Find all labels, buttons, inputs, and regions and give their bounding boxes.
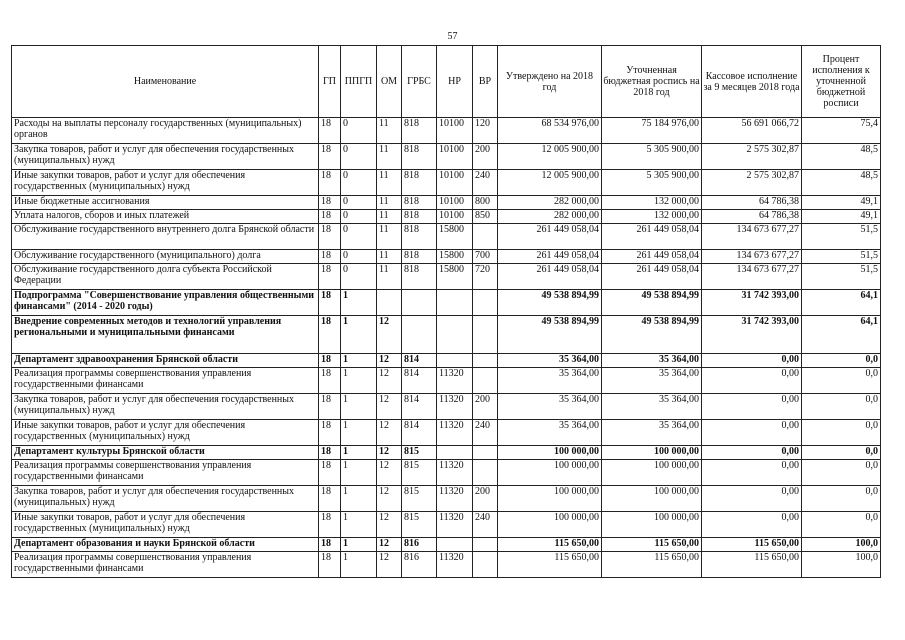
cell-vr: [473, 446, 498, 460]
cell-grbs: 815: [402, 460, 437, 486]
cell-name: Реализация программы совершенствования управления государственными финансами: [12, 460, 319, 486]
cell-percent: 49,1: [802, 196, 881, 210]
cell-name: Обслуживание государственного долга субъекта Российской Федерации: [12, 264, 319, 290]
cell-refined: 100 000,00: [602, 446, 702, 460]
cell-approved: 261 449 058,04: [498, 264, 602, 290]
cell-ppgp: 0: [341, 144, 377, 170]
cell-percent: 75,4: [802, 118, 881, 144]
table-row: [12, 512, 881, 538]
cell-percent: 0,0: [802, 368, 881, 394]
cell-approved: 100 000,00: [498, 460, 602, 486]
cell-np: 11320: [437, 394, 473, 420]
cell-grbs: [402, 290, 437, 316]
cell-np: 10100: [437, 118, 473, 144]
cell-cash: 31 742 393,00: [702, 316, 802, 354]
cell-om: 12: [377, 368, 402, 394]
cell-vr: [473, 354, 498, 368]
table-row: [12, 316, 881, 354]
cell-percent: 0,0: [802, 446, 881, 460]
cell-vr: 720: [473, 264, 498, 290]
cell-np: [437, 446, 473, 460]
cell-percent: 64,1: [802, 290, 881, 316]
cell-approved: 49 538 894,99: [498, 316, 602, 354]
header-name: Наименование: [12, 46, 319, 118]
cell-np: 10100: [437, 196, 473, 210]
cell-gp: 18: [319, 446, 341, 460]
cell-name: Обслуживание государственного (муниципального) долга: [12, 250, 319, 264]
cell-grbs: 818: [402, 144, 437, 170]
cell-om: 11: [377, 224, 402, 250]
header-approved: Утверждено на 2018 год: [498, 46, 602, 118]
cell-gp: 18: [319, 552, 341, 578]
cell-percent: 0,0: [802, 460, 881, 486]
cell-ppgp: 1: [341, 316, 377, 354]
cell-cash: 0,00: [702, 512, 802, 538]
cell-om: 11: [377, 170, 402, 196]
cell-np: 11320: [437, 486, 473, 512]
table-row: [12, 170, 881, 196]
cell-gp: 18: [319, 460, 341, 486]
cell-gp: 18: [319, 316, 341, 354]
cell-gp: 18: [319, 144, 341, 170]
table-row: [12, 420, 881, 446]
cell-vr: 120: [473, 118, 498, 144]
cell-grbs: 815: [402, 486, 437, 512]
cell-name: Уплата налогов, сборов и иных платежей: [12, 210, 319, 224]
header-np: НР: [437, 46, 473, 118]
table-row: [12, 224, 881, 250]
cell-grbs: 818: [402, 210, 437, 224]
cell-gp: 18: [319, 196, 341, 210]
cell-ppgp: 1: [341, 290, 377, 316]
table-row: [12, 368, 881, 394]
cell-name: Подпрограмма "Совершенствование управления общественными финансами" (2014 - 2020 годы): [12, 290, 319, 316]
cell-gp: 18: [319, 264, 341, 290]
cell-om: 12: [377, 420, 402, 446]
cell-gp: 18: [319, 538, 341, 552]
cell-cash: 0,00: [702, 368, 802, 394]
cell-cash: 0,00: [702, 486, 802, 512]
cell-vr: [473, 224, 498, 250]
cell-np: [437, 354, 473, 368]
cell-ppgp: 1: [341, 486, 377, 512]
cell-refined: 5 305 900,00: [602, 170, 702, 196]
cell-vr: 240: [473, 512, 498, 538]
cell-refined: 115 650,00: [602, 538, 702, 552]
cell-vr: [473, 290, 498, 316]
cell-refined: 35 364,00: [602, 420, 702, 446]
cell-om: 12: [377, 538, 402, 552]
cell-percent: 48,5: [802, 170, 881, 196]
cell-om: 12: [377, 486, 402, 512]
cell-ppgp: 0: [341, 118, 377, 144]
cell-om: 12: [377, 552, 402, 578]
cell-refined: 261 449 058,04: [602, 224, 702, 250]
cell-approved: 282 000,00: [498, 210, 602, 224]
cell-refined: 261 449 058,04: [602, 264, 702, 290]
cell-cash: 56 691 066,72: [702, 118, 802, 144]
cell-gp: 18: [319, 368, 341, 394]
cell-percent: 0,0: [802, 512, 881, 538]
cell-om: 11: [377, 118, 402, 144]
cell-cash: 0,00: [702, 420, 802, 446]
cell-om: 12: [377, 316, 402, 354]
cell-refined: 261 449 058,04: [602, 250, 702, 264]
cell-grbs: 818: [402, 264, 437, 290]
cell-ppgp: 0: [341, 210, 377, 224]
header-vr: ВР: [473, 46, 498, 118]
cell-vr: 700: [473, 250, 498, 264]
cell-refined: 49 538 894,99: [602, 316, 702, 354]
cell-name: Департамент культуры Брянской области: [12, 446, 319, 460]
cell-cash: 2 575 302,87: [702, 170, 802, 196]
header-percent: Процент исполнения к уточненной бюджетной росписи: [802, 46, 881, 118]
cell-percent: 51,5: [802, 264, 881, 290]
cell-percent: 48,5: [802, 144, 881, 170]
cell-vr: 800: [473, 196, 498, 210]
cell-approved: 35 364,00: [498, 368, 602, 394]
cell-om: 12: [377, 512, 402, 538]
cell-percent: 100,0: [802, 552, 881, 578]
table-row: [12, 460, 881, 486]
cell-gp: 18: [319, 210, 341, 224]
cell-cash: 134 673 677,27: [702, 250, 802, 264]
cell-name: Обслуживание государственного внутреннего долга Брянской области: [12, 224, 319, 250]
cell-percent: 51,5: [802, 224, 881, 250]
cell-cash: 0,00: [702, 446, 802, 460]
header-om: ОМ: [377, 46, 402, 118]
table-header-row: [12, 46, 881, 118]
cell-approved: 115 650,00: [498, 538, 602, 552]
table-row: [12, 144, 881, 170]
cell-gp: 18: [319, 250, 341, 264]
cell-gp: 18: [319, 290, 341, 316]
cell-percent: 0,0: [802, 394, 881, 420]
cell-vr: 200: [473, 144, 498, 170]
cell-grbs: 814: [402, 354, 437, 368]
cell-np: 11320: [437, 552, 473, 578]
header-grbs: ГРБС: [402, 46, 437, 118]
cell-cash: 0,00: [702, 354, 802, 368]
cell-cash: 134 673 677,27: [702, 264, 802, 290]
cell-np: 10100: [437, 144, 473, 170]
cell-np: 15800: [437, 250, 473, 264]
cell-ppgp: 0: [341, 224, 377, 250]
cell-cash: 31 742 393,00: [702, 290, 802, 316]
cell-om: [377, 290, 402, 316]
cell-grbs: 816: [402, 538, 437, 552]
cell-approved: 49 538 894,99: [498, 290, 602, 316]
cell-gp: 18: [319, 486, 341, 512]
cell-ppgp: 0: [341, 264, 377, 290]
cell-vr: 200: [473, 486, 498, 512]
table-row: [12, 264, 881, 290]
cell-refined: 115 650,00: [602, 552, 702, 578]
cell-grbs: 815: [402, 446, 437, 460]
cell-ppgp: 1: [341, 420, 377, 446]
cell-refined: 35 364,00: [602, 354, 702, 368]
cell-name: Департамент образования и науки Брянской области: [12, 538, 319, 552]
cell-np: 11320: [437, 368, 473, 394]
cell-percent: 0,0: [802, 486, 881, 512]
cell-cash: 0,00: [702, 460, 802, 486]
cell-gp: 18: [319, 394, 341, 420]
cell-np: 11320: [437, 460, 473, 486]
cell-name: Закупка товаров, работ и услуг для обеспечения государственных (муниципальных) нужд: [12, 486, 319, 512]
cell-approved: 100 000,00: [498, 512, 602, 538]
cell-approved: 35 364,00: [498, 354, 602, 368]
table-row: [12, 290, 881, 316]
cell-name: Расходы на выплаты персоналу государственных (муниципальных) органов: [12, 118, 319, 144]
cell-grbs: 818: [402, 118, 437, 144]
cell-percent: 0,0: [802, 420, 881, 446]
cell-name: Департамент здравоохранения Брянской области: [12, 354, 319, 368]
cell-ppgp: 1: [341, 512, 377, 538]
cell-np: [437, 290, 473, 316]
cell-refined: 100 000,00: [602, 486, 702, 512]
cell-grbs: 815: [402, 512, 437, 538]
cell-ppgp: 0: [341, 170, 377, 196]
cell-np: 11320: [437, 420, 473, 446]
table-row: [12, 486, 881, 512]
cell-vr: 240: [473, 170, 498, 196]
cell-gp: 18: [319, 420, 341, 446]
cell-cash: 115 650,00: [702, 552, 802, 578]
page-number: 57: [447, 31, 458, 42]
cell-np: [437, 538, 473, 552]
cell-refined: 5 305 900,00: [602, 144, 702, 170]
cell-grbs: 818: [402, 170, 437, 196]
cell-np: [437, 316, 473, 354]
cell-percent: 64,1: [802, 316, 881, 354]
cell-name: Реализация программы совершенствования управления государственными финансами: [12, 368, 319, 394]
cell-np: 11320: [437, 512, 473, 538]
cell-vr: [473, 460, 498, 486]
cell-cash: 0,00: [702, 394, 802, 420]
cell-cash: 134 673 677,27: [702, 224, 802, 250]
cell-om: 11: [377, 144, 402, 170]
cell-cash: 64 786,38: [702, 196, 802, 210]
cell-ppgp: 1: [341, 354, 377, 368]
table-row: [12, 118, 881, 144]
cell-cash: 115 650,00: [702, 538, 802, 552]
cell-om: 12: [377, 394, 402, 420]
cell-cash: 2 575 302,87: [702, 144, 802, 170]
cell-name: Внедрение современных методов и технологий управления региональными и муниципальными финансами: [12, 316, 319, 354]
cell-grbs: [402, 316, 437, 354]
cell-gp: 18: [319, 224, 341, 250]
cell-approved: 12 005 900,00: [498, 170, 602, 196]
cell-percent: 49,1: [802, 210, 881, 224]
table-row: [12, 538, 881, 552]
cell-ppgp: 1: [341, 460, 377, 486]
table-row: [12, 394, 881, 420]
header-cash: Кассовое исполнение за 9 месяцев 2018 года: [702, 46, 802, 118]
cell-vr: 850: [473, 210, 498, 224]
cell-gp: 18: [319, 170, 341, 196]
cell-grbs: 816: [402, 552, 437, 578]
cell-vr: [473, 316, 498, 354]
cell-approved: 35 364,00: [498, 394, 602, 420]
cell-refined: 100 000,00: [602, 512, 702, 538]
cell-approved: 115 650,00: [498, 552, 602, 578]
cell-grbs: 818: [402, 196, 437, 210]
cell-ppgp: 0: [341, 250, 377, 264]
cell-grbs: 818: [402, 224, 437, 250]
cell-ppgp: 1: [341, 368, 377, 394]
cell-refined: 35 364,00: [602, 394, 702, 420]
cell-cash: 64 786,38: [702, 210, 802, 224]
cell-percent: 100,0: [802, 538, 881, 552]
cell-np: 10100: [437, 170, 473, 196]
table-body: [12, 118, 881, 578]
cell-np: 10100: [437, 210, 473, 224]
cell-name: Реализация программы совершенствования управления государственными финансами: [12, 552, 319, 578]
cell-ppgp: 0: [341, 196, 377, 210]
cell-name: Закупка товаров, работ и услуг для обеспечения государственных (муниципальных) нужд: [12, 144, 319, 170]
header-refined: Уточненная бюджетная роспись на 2018 год: [602, 46, 702, 118]
cell-grbs: 814: [402, 368, 437, 394]
cell-ppgp: 1: [341, 538, 377, 552]
cell-vr: [473, 538, 498, 552]
cell-refined: 100 000,00: [602, 460, 702, 486]
cell-name: Иные бюджетные ассигнования: [12, 196, 319, 210]
budget-table: [11, 45, 881, 578]
cell-gp: 18: [319, 118, 341, 144]
table-row: [12, 250, 881, 264]
cell-name: Иные закупки товаров, работ и услуг для обеспечения государственных (муниципальных) нужд: [12, 170, 319, 196]
cell-np: 15800: [437, 224, 473, 250]
cell-grbs: 814: [402, 394, 437, 420]
cell-om: 12: [377, 460, 402, 486]
cell-grbs: 814: [402, 420, 437, 446]
cell-np: 15800: [437, 264, 473, 290]
cell-ppgp: 1: [341, 446, 377, 460]
cell-approved: 100 000,00: [498, 486, 602, 512]
cell-om: 11: [377, 196, 402, 210]
cell-name: Закупка товаров, работ и услуг для обеспечения государственных (муниципальных) нужд: [12, 394, 319, 420]
cell-grbs: 818: [402, 250, 437, 264]
cell-refined: 132 000,00: [602, 196, 702, 210]
cell-vr: 240: [473, 420, 498, 446]
cell-gp: 18: [319, 512, 341, 538]
header-ppgp: ППГП: [341, 46, 377, 118]
cell-vr: [473, 552, 498, 578]
cell-approved: 12 005 900,00: [498, 144, 602, 170]
cell-om: 12: [377, 354, 402, 368]
cell-ppgp: 1: [341, 394, 377, 420]
cell-approved: 100 000,00: [498, 446, 602, 460]
table-row: [12, 446, 881, 460]
cell-refined: 132 000,00: [602, 210, 702, 224]
cell-om: 12: [377, 446, 402, 460]
cell-refined: 75 184 976,00: [602, 118, 702, 144]
cell-percent: 0,0: [802, 354, 881, 368]
table-row: [12, 210, 881, 224]
cell-om: 11: [377, 250, 402, 264]
cell-ppgp: 1: [341, 552, 377, 578]
cell-vr: 200: [473, 394, 498, 420]
cell-vr: [473, 368, 498, 394]
cell-om: 11: [377, 264, 402, 290]
header-gp: ГП: [319, 46, 341, 118]
table-row: [12, 552, 881, 578]
cell-approved: 35 364,00: [498, 420, 602, 446]
cell-om: 11: [377, 210, 402, 224]
cell-approved: 261 449 058,04: [498, 250, 602, 264]
cell-gp: 18: [319, 354, 341, 368]
table-row: [12, 196, 881, 210]
cell-percent: 51,5: [802, 250, 881, 264]
cell-refined: 49 538 894,99: [602, 290, 702, 316]
cell-name: Иные закупки товаров, работ и услуг для обеспечения государственных (муниципальных) нужд: [12, 512, 319, 538]
cell-approved: 282 000,00: [498, 196, 602, 210]
cell-refined: 35 364,00: [602, 368, 702, 394]
cell-name: Иные закупки товаров, работ и услуг для обеспечения государственных (муниципальных) нужд: [12, 420, 319, 446]
cell-approved: 261 449 058,04: [498, 224, 602, 250]
cell-approved: 68 534 976,00: [498, 118, 602, 144]
table-row: [12, 354, 881, 368]
